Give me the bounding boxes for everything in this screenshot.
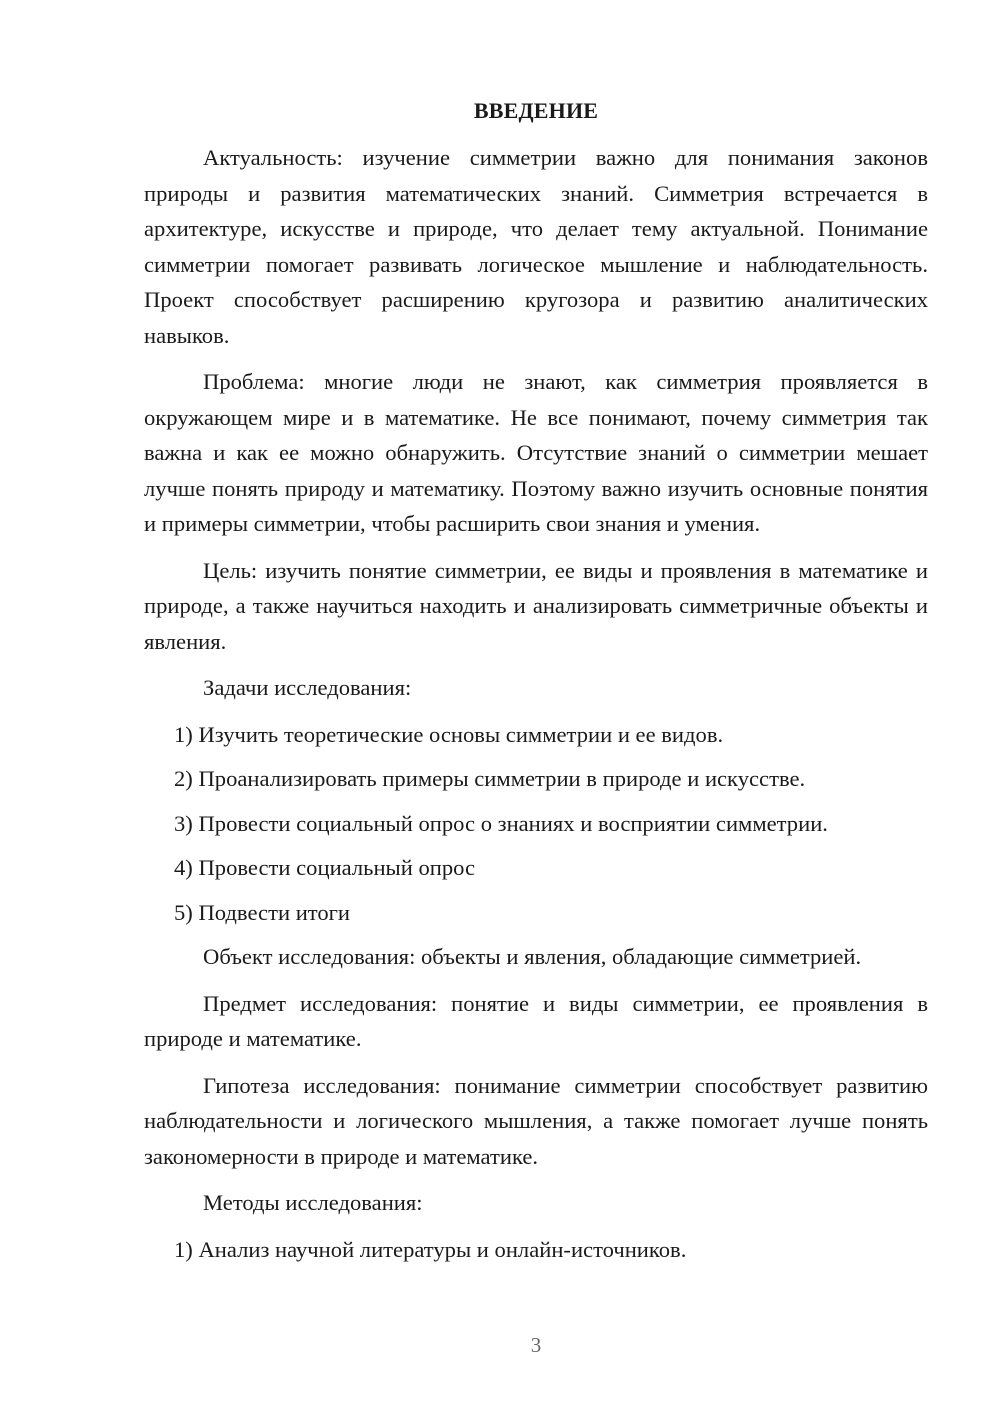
object-paragraph: Объект исследования: объекты и явления, обладающие симметрией. <box>203 944 862 969</box>
list-item: 2) Проанализировать примеры симметрии в природе и искусстве. <box>174 766 806 791</box>
tasks-heading: Задачи исследования: <box>203 675 412 700</box>
list-item: 5) Подвести итоги <box>174 899 351 925</box>
list-item: 1) Анализ научной литературы и онлайн-источников. <box>174 1236 687 1262</box>
relevance-paragraph: Актуальность: изучение симметрии важно для понимания законов природы и развития математических знаний. Симметрия встречается в архитектуре, искусстве и природе, что делает тему актуальной. Понимание симметрии помогает развивать логическое мышление и наблюдательность. Проект способствует расширению кругозора и развитию аналитических навыков. <box>144 145 928 348</box>
page-content <box>144 94 928 1276</box>
tasks-list <box>144 717 928 931</box>
hypothesis-paragraph: Гипотеза исследования: понимание симметрии способствует развитию наблюдательности и логического мышления, а также помогает лучше понять закономерности в природе и математике. <box>144 1072 928 1169</box>
list-item: 4) Провести социальный опрос <box>174 855 476 880</box>
subject-paragraph: Предмет исследования: понятие и виды симметрии, ее проявления в природе и математике. <box>144 990 928 1051</box>
problem-paragraph: Проблема: многие люди не знают, как симметрия проявляется в окружающем мире и в математике. Не все понимают, почему симметрия так важна и как ее можно обнаружить. Отсутствие знаний о симметрии мешает лучше понять природу и математику. Поэтому важно изучить основные понятия и примеры симметрии, чтобы расширить свои знания и умения. <box>144 369 928 536</box>
page-number: 3 <box>530 1333 542 1357</box>
list-item: 1) Изучить теоретические основы симметрии и ее видов. <box>174 721 724 747</box>
page-title: ВВЕДЕНИЕ <box>473 98 599 123</box>
methods-list <box>144 1232 928 1268</box>
methods-heading: Методы исследования: <box>203 1190 423 1215</box>
list-item: 3) Провести социальный опрос о знаниях и восприятии симметрии. <box>174 810 828 836</box>
goal-paragraph: Цель: изучить понятие симметрии, ее виды и проявления в математике и природе, а также научиться находить и анализировать симметричные объекты и явления. <box>144 557 928 654</box>
